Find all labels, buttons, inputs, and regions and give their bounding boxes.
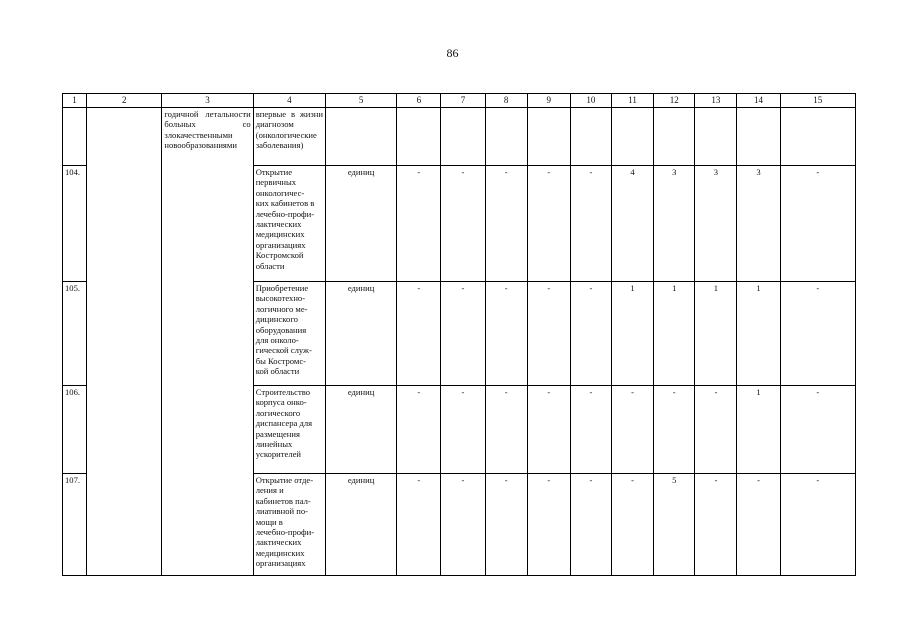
value-cell: - <box>780 386 855 474</box>
row-number: 106. <box>63 386 87 474</box>
value-cell: - <box>570 474 611 576</box>
indicator-cell <box>162 108 253 576</box>
col-header: 7 <box>441 94 485 108</box>
col-header: 9 <box>527 94 570 108</box>
row-number-cell <box>63 108 87 166</box>
col-header: 8 <box>485 94 527 108</box>
value-cell: - <box>780 166 855 282</box>
unit: единиц <box>325 282 396 386</box>
value-cell: - <box>612 386 654 474</box>
page-number: 86 <box>446 46 459 60</box>
value-cell: 3 <box>695 166 737 282</box>
col-header: 10 <box>570 94 611 108</box>
col-header: 5 <box>325 94 396 108</box>
value-cell: - <box>441 282 485 386</box>
value-cell: - <box>570 282 611 386</box>
value-cell: - <box>527 474 570 576</box>
value-cell: - <box>397 282 441 386</box>
value-cell: 1 <box>737 386 780 474</box>
activity-cell: впервые в жизни диагнозом (онкологические заболевания) <box>253 108 325 166</box>
value-cell: - <box>527 386 570 474</box>
value-cell: - <box>441 386 485 474</box>
value-cell: - <box>485 386 527 474</box>
program-table <box>62 93 856 576</box>
activity-name: Строительство корпуса онко- логического диспансера для размещения линейных ускорителей <box>253 386 325 474</box>
row-number: 107. <box>63 474 87 576</box>
value-cell: - <box>485 282 527 386</box>
value-cell: - <box>570 386 611 474</box>
value-cell: - <box>441 474 485 576</box>
value-cell: 5 <box>654 474 695 576</box>
activity-name: Открытие первичных онкологичес- ких кабинетов в лечебно-профи- лактических медицинских организациях Костромской области <box>253 166 325 282</box>
col-header: 13 <box>695 94 737 108</box>
value-cell: 4 <box>612 166 654 282</box>
value-cell: - <box>485 166 527 282</box>
value-cell: - <box>737 474 780 576</box>
value-cell: 1 <box>737 282 780 386</box>
section-column-cell <box>87 108 162 576</box>
unit: единиц <box>325 474 396 576</box>
value-cell: 1 <box>654 282 695 386</box>
value-cell: 1 <box>612 282 654 386</box>
col-header: 12 <box>654 94 695 108</box>
value-cell: - <box>485 474 527 576</box>
col-header: 1 <box>63 94 87 108</box>
value-cell: - <box>570 166 611 282</box>
value-cell: - <box>695 386 737 474</box>
unit: единиц <box>325 386 396 474</box>
column-number-row <box>63 94 856 108</box>
col-header: 3 <box>162 94 253 108</box>
unit-cell <box>325 108 396 166</box>
activity-name: Открытие отде- ления и кабинетов пал- лиативной по- мощи в лечебно-профи- лактических медицинских организациях <box>253 474 325 576</box>
value-cell: - <box>654 386 695 474</box>
value-cell: - <box>397 386 441 474</box>
unit: единиц <box>325 166 396 282</box>
value-cell: 3 <box>737 166 780 282</box>
continuation-row <box>63 108 856 166</box>
col-header: 14 <box>737 94 780 108</box>
value-cell: - <box>695 474 737 576</box>
col-header: 15 <box>780 94 855 108</box>
value-cell: - <box>612 474 654 576</box>
col-header: 11 <box>612 94 654 108</box>
col-header: 6 <box>397 94 441 108</box>
value-cell: 3 <box>654 166 695 282</box>
col-header: 4 <box>253 94 325 108</box>
value-cell: - <box>780 474 855 576</box>
value-cell: - <box>441 166 485 282</box>
value-cell: - <box>780 282 855 386</box>
value-cell: - <box>397 166 441 282</box>
activity-name: Приобретение высокотехно- логичного ме- дицинского оборудования для онколо- гической служ- бы Костромс- кой области <box>253 282 325 386</box>
indicator-text: годичной летальности больных со злокачественными новообразованиями <box>164 109 251 151</box>
row-number: 105. <box>63 282 87 386</box>
value-cell: - <box>397 474 441 576</box>
value-cell: - <box>527 282 570 386</box>
value-cell: 1 <box>695 282 737 386</box>
col-header: 2 <box>87 94 162 108</box>
value-cell: - <box>527 166 570 282</box>
row-number: 104. <box>63 166 87 282</box>
